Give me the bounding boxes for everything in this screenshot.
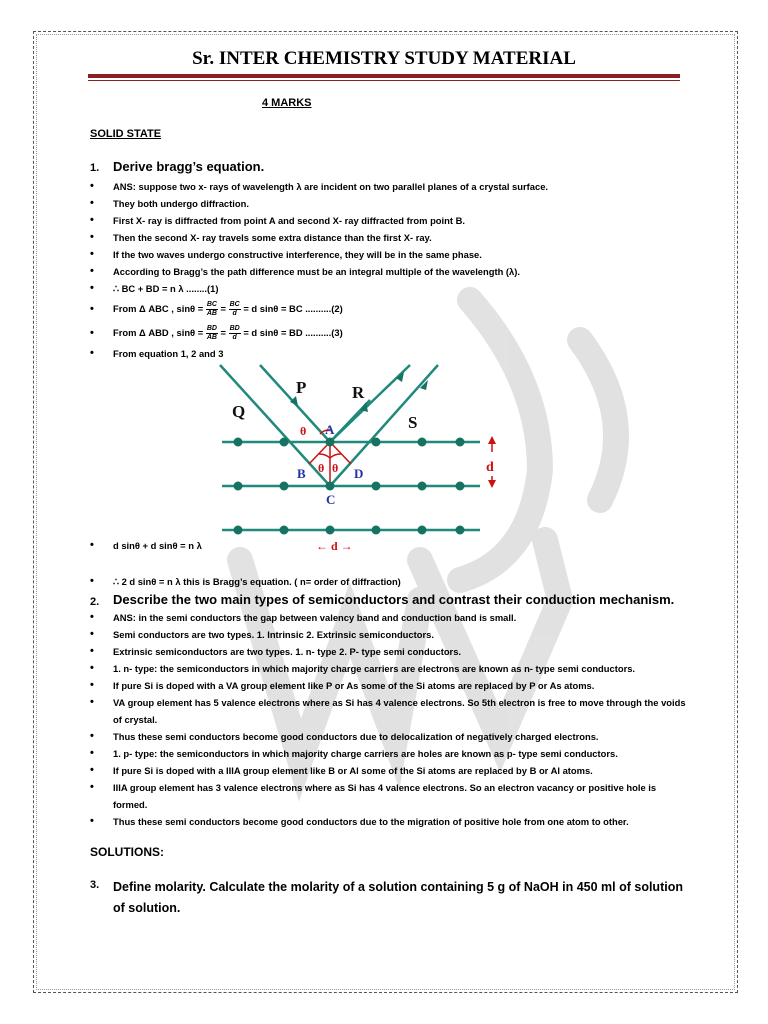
list-item: • VA group element has 5 valence electrons where as Si has 4 valence electrons. So 5th electron is free to move through the voids of crystal. (90, 694, 690, 728)
bragg-line (90, 573, 690, 590)
label-d-spacing: d (486, 460, 494, 475)
list-item: • Thus these semi conductors become good conductors due to delocalization of negatively charged electrons. (90, 728, 690, 745)
label-p: P (296, 378, 307, 397)
dsin-line (90, 537, 690, 554)
list-item: • IIIA group element has 3 valence electrons where as Si has 4 valence electrons. So an electron vacancy or positive hole is formed. (90, 779, 690, 813)
section-solid-state: SOLID STATE (90, 128, 162, 140)
q2-bullets (90, 609, 690, 830)
page-title: Sr. INTER CHEMISTRY STUDY MATERIAL (192, 48, 576, 69)
label-c: C (326, 492, 336, 507)
q3-number: 3. (90, 879, 100, 891)
equation-2: • From Δ ABC , sinθ = $\frac{BC}{AB}$ = $\frac{BC}{d}$ = d sinθ = BC ..........(2) (90, 297, 690, 321)
marks-heading: 4 MARKS (262, 97, 312, 109)
list-item: • Extrinsic semiconductors are two types. 1. n- type 2. P- type semi conductors. (90, 643, 690, 660)
list-item: • First X- ray is diffracted from point A and second X- ray diffracted from point B. (90, 212, 690, 229)
q2-text: Describe the two main types of semiconductors and contrast their conduction mechanism. (113, 592, 675, 607)
q1-text: Derive bragg’s equation. (113, 159, 265, 174)
q1-number: 1. (90, 162, 100, 174)
title-rule-thin (88, 80, 680, 81)
list-item: • ANS: in the semi conductors the gap between valency band and conduction band is small. (90, 609, 690, 626)
label-d-bottom: ← d → (316, 539, 353, 553)
list-item: • Then the second X- ray travels some extra distance than the first X- ray. (90, 229, 690, 246)
list-item: • d sinθ + d sinθ = n λ (90, 537, 690, 554)
list-item: • Semi conductors are two types. 1. Intrinsic 2. Extrinsic semiconductors. (90, 626, 690, 643)
theta-2: θ (318, 461, 325, 475)
section-solutions: SOLUTIONS: (90, 845, 164, 859)
equation-3: • From Δ ABD , sinθ = $\frac{BD}{AB}$ = $\frac{BD}{d}$ = d sinθ = BD ..........(3) (90, 321, 690, 345)
theta-1: θ (300, 424, 307, 438)
list-item: • ∴ 2 d sinθ = n λ this is Bragg’s equation. ( n= order of diffraction) (90, 573, 690, 590)
list-item: • 1. n- type: the semiconductors in which majority charge carriers are electrons are known as n- type semi conductors. (90, 660, 690, 677)
list-item: • ANS: suppose two x- rays of wavelength λ are incident on two parallel planes of a crystal surface. (90, 178, 690, 195)
q1-bullets (90, 178, 690, 362)
list-item: • If pure Si is doped with a IIIA group element like B or Al some of the Si atoms are replaced by B or Al atoms. (90, 762, 690, 779)
label-a: A (325, 422, 335, 437)
label-b: B (297, 466, 306, 481)
list-item: • From equation 1, 2 and 3 (90, 345, 690, 362)
list-item: • If pure Si is doped with a VA group element like P or As some of the Si atoms are replaced by P or As atoms. (90, 677, 690, 694)
q2-number: 2. (90, 596, 100, 608)
list-item: • If the two waves undergo constructive interference, they will be in the same phase. (90, 246, 690, 263)
list-item: • ∴ BC + BD = n λ ........(1) (90, 280, 690, 297)
list-item: • According to Bragg’s the path difference must be an integral multiple of the wavelength (λ). (90, 263, 690, 280)
label-q: Q (232, 402, 246, 421)
title-rule (88, 74, 680, 78)
label-r: R (352, 383, 365, 402)
list-item: • Thus these semi conductors become good conductors due to the migration of positive hole from one atom to other. (90, 813, 690, 830)
bragg-diagram (210, 360, 510, 560)
q3-text: Define molarity. Calculate the molarity of a solution containing 5 g of NaOH in 450 ml of solution of solution. (113, 880, 683, 915)
label-d-point: D (354, 466, 364, 481)
label-s: S (408, 413, 418, 432)
theta-3: θ (332, 461, 339, 475)
list-item: • They both undergo diffraction. (90, 195, 690, 212)
list-item: • 1. p- type: the semiconductors in which majority charge carriers are holes are known as p- type semi conductors. (90, 745, 690, 762)
